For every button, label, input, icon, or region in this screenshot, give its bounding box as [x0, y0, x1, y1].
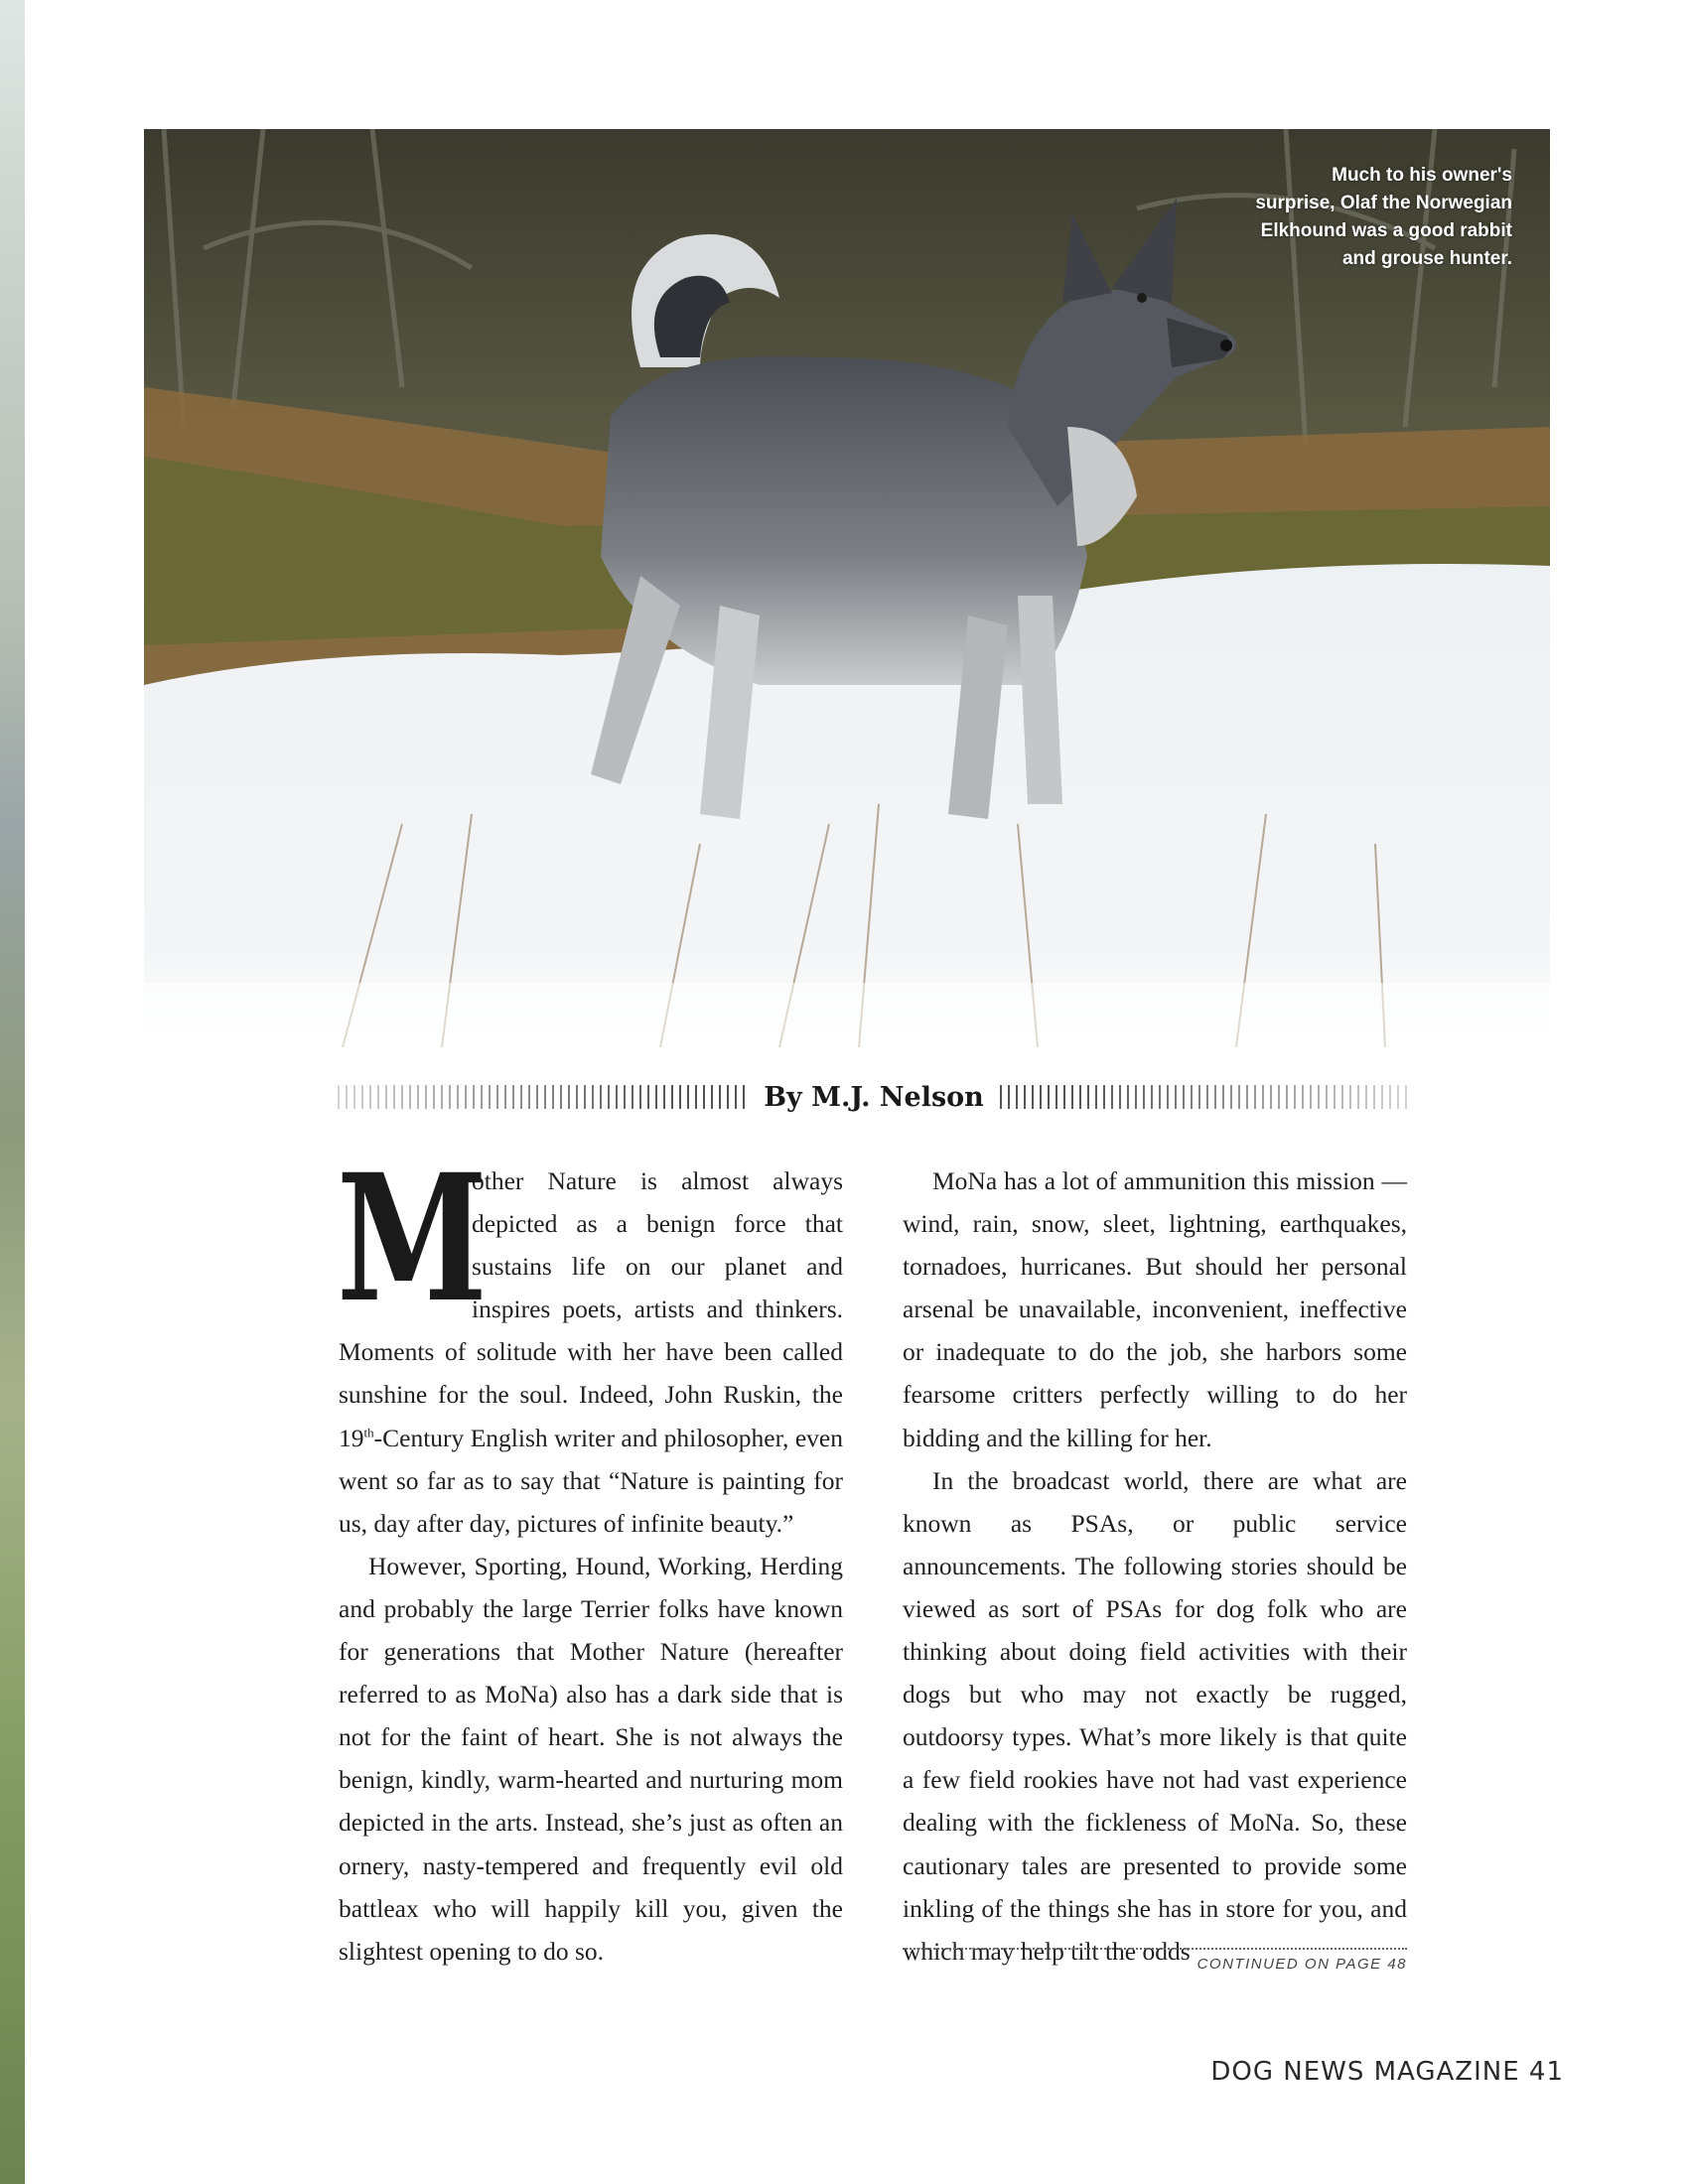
continued-on-page: CONTINUED ON PAGE 48 — [1196, 1956, 1407, 1973]
hero-photo — [144, 129, 1550, 1047]
article-column-left — [337, 1136, 843, 1973]
decorative-bar-rule-left — [338, 1085, 748, 1109]
page-folio: DOG NEWS MAGAZINE 41 — [1210, 2057, 1564, 2087]
byline-row — [338, 1077, 1410, 1117]
adjacent-page-edge — [0, 0, 25, 2184]
ordinal-suffix: th — [363, 1425, 374, 1440]
paragraph-1 — [337, 1136, 843, 1545]
drop-cap: M — [337, 1136, 488, 1341]
paragraph-1-rest: -Century English writer and philosopher, even went so far as to say that “Nature is painting for us, day after day, pictures of infinite beauty.” — [339, 1423, 843, 1538]
photo-caption: Much to his owner's surprise, Olaf the Norwegian Elkhound was a good rabbit and grouse hunter. — [1255, 165, 1512, 269]
continued-divider — [903, 1948, 1407, 1950]
paragraph-4: In the broadcast world, there are what are known as PSAs, or public service announcements. The following stories should be viewed as sort of PSAs for dog folk who are thinking about doing field activities with their dogs but who may not exactly be rugged, outdoorsy types. What’s more likely is that quite a few field rookies have not had vast experience dealing with the fickleness of MoNa. So, these cautionary tales are presented to provide some inkling of the things she has in store for you, and which may help tilt the odds — [903, 1465, 1407, 1966]
article-column-right — [903, 1160, 1407, 1973]
paragraph-2: However, Sporting, Hound, Working, Herding and probably the large Terrier folks have known for generations that Mother Nature (hereafter referred to as MoNa) also has a dark side that is not for the faint of heart. She is not always the benign, kindly, warm-hearted and nurturing mom depicted in the arts. Instead, she’s just as often an ornery, nasty-tempered and frequently evil old battleax who will happily kill you, given the slightest opening to do so. — [339, 1551, 843, 1966]
paragraph-3: MoNa has a lot of ammunition this mission — wind, rain, snow, sleet, lightning, earthquakes, tornadoes, hurricanes. But should her personal arsenal be unavailable, inconvenient, ineffective or inadequate to do the job, she harbors some fearsome critters perfectly willing to do her bidding and the killing for her. — [903, 1166, 1407, 1452]
byline: By M.J. Nelson — [764, 1081, 984, 1113]
paragraph-1-text: other Nature is almost always depicted as a benign force that sustains life on our planet and inspires poets, artists and thinkers. Moments of solitude with her have been called sunshine for the soul. Indeed, John Ruskin, the 19 — [339, 1166, 843, 1452]
decorative-bar-rule-right — [1000, 1085, 1410, 1109]
